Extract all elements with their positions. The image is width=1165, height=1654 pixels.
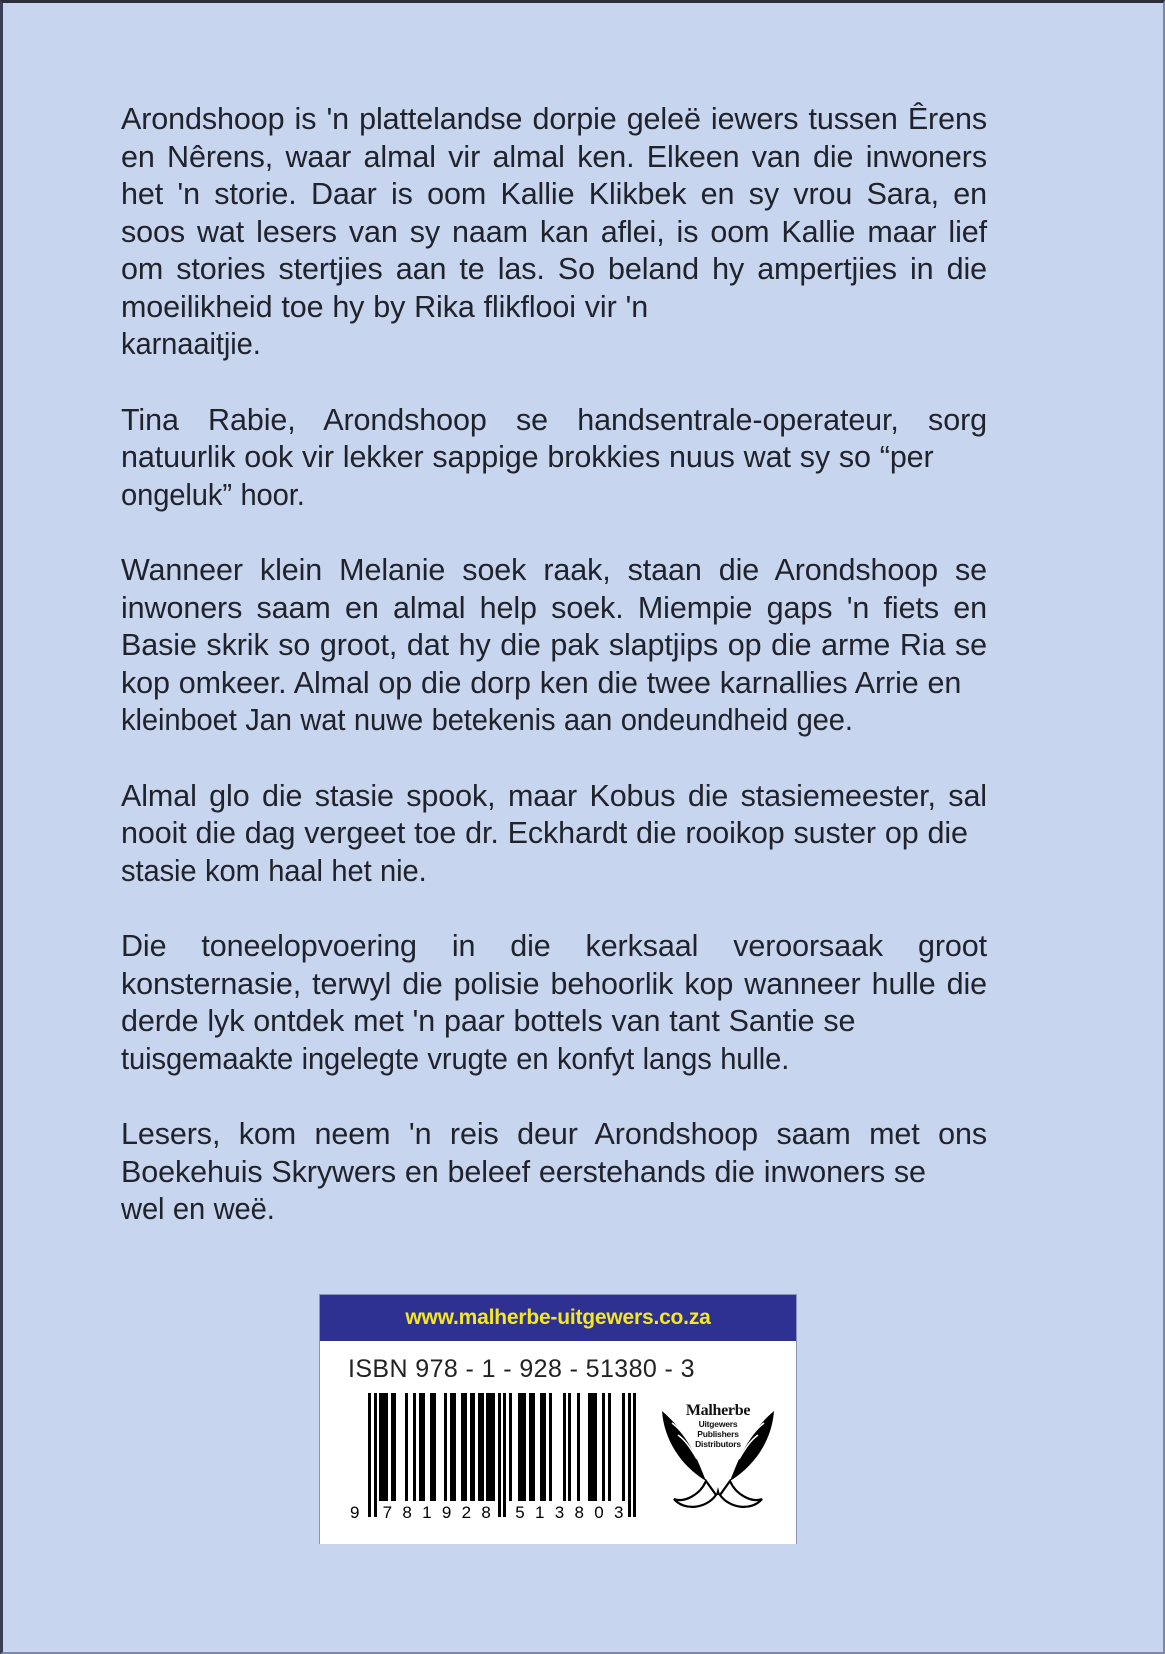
- barcode-digit-row: 9 7 8 1 9 2 8 5 1 3 8 0 3: [350, 1503, 624, 1522]
- paragraph-body: Tina Rabie, Arondshoop se handsentrale-operateur, sorg natuurlik ook vir lekker sappige brokkies nuus wat sy so “per: [121, 402, 987, 474]
- paragraph-last-line: karnaaitjie.: [121, 327, 261, 361]
- blurb-paragraph: [121, 402, 987, 515]
- blurb-paragraph: [121, 552, 987, 740]
- blurb-text-block: [121, 101, 987, 1229]
- paragraph-last-line: wel en weë.: [121, 1192, 275, 1226]
- paragraph-last-line: ongeluk” hoor.: [121, 477, 305, 512]
- blurb-paragraph: [121, 778, 987, 891]
- paragraph-last-line: kleinboet Jan wat nuwe betekenis aan ondeundheid gee.: [121, 703, 853, 737]
- publisher-url-link[interactable]: www.malherbe-uitgewers.co.za: [405, 1306, 711, 1329]
- isbn-barcode: [350, 1393, 642, 1525]
- paragraph-body: Lesers, kom neem 'n reis deur Arondshoop saam met ons Boekehuis Skrywers en beleef eerstehands die inwoners se: [121, 1117, 987, 1189]
- paragraph-last-line: stasie kom haal het nie.: [121, 853, 427, 888]
- publisher-logo: [654, 1399, 782, 1517]
- paragraph-body: Almal glo die stasie spook, maar Kobus die stasiemeester, sal nooit die dag vergeet toe dr. Eckhardt die rooikop suster op die: [121, 778, 987, 850]
- blurb-paragraph: [121, 101, 987, 364]
- paragraph-last-line: tuisgemaakte ingelegte vrugte en konfyt langs hulle.: [121, 1041, 790, 1076]
- publisher-logo-line2: Publishers: [697, 1429, 739, 1439]
- publisher-logo-name: Malherbe: [685, 1402, 751, 1419]
- publisher-logo-line1: Uitgewers: [698, 1419, 738, 1429]
- publisher-isbn-block: [319, 1294, 797, 1544]
- isbn-body: [320, 1341, 796, 1544]
- barcode-bars: [350, 1393, 642, 1501]
- blurb-paragraph: [121, 1116, 987, 1229]
- paragraph-body: Arondshoop is 'n plattelandse dorpie geleë iewers tussen Êrens en Nêrens, waar almal vir almal ken. Elkeen van die inwoners het 'n storie. Daar is oom Kallie Klikbek en sy vrou Sara, en soos wat lesers van sy naam kan aflei, is oom Kallie maar lief om stories stertjies aan te las. So beland hy ampertjies in die moeilikheid toe hy by Rika flikflooi vir 'n: [121, 102, 987, 324]
- isbn-text: ISBN 978 - 1 - 928 - 51380 - 3: [348, 1355, 695, 1383]
- publisher-url-bar: [320, 1295, 796, 1341]
- malherbe-feather-wings-icon: [654, 1399, 782, 1517]
- publisher-logo-line3: Distributors: [695, 1439, 741, 1449]
- paragraph-body: Die toneelopvoering in die kerksaal veroorsaak groot konsternasie, terwyl die polisie behoorlik kop wanneer hulle die derde lyk ontdek met 'n paar bottels van tant Santie se: [121, 929, 987, 1038]
- blurb-paragraph: [121, 928, 987, 1078]
- paragraph-body: Wanneer klein Melanie soek raak, staan die Arondshoop se inwoners saam en almal help soek. Miempie gaps 'n fiets en Basie skrik so groot, dat hy die pak slaptjips op die arme Ria se kop omkeer. Almal op die dorp ken die twee karnallies Arrie en: [121, 553, 987, 700]
